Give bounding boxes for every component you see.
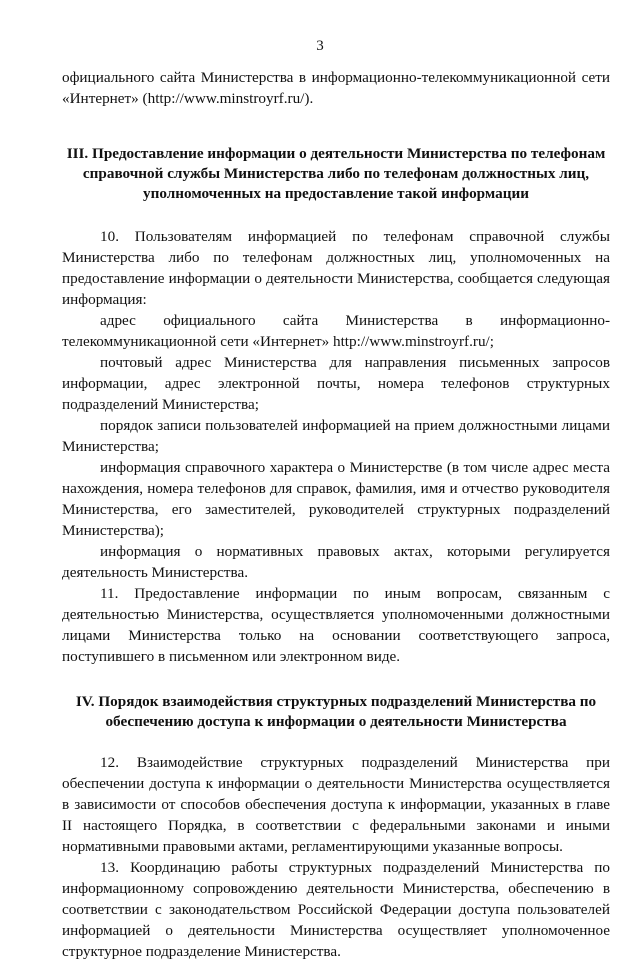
list-item-normative-acts: информация о нормативных правовых актах, которыми регулируется деятельность Министерства. <box>62 543 610 581</box>
paragraph-10: 10. Пользователям информацией по телефонам справочной службы Министерства либо по телефонам должностных лиц, уполномоченных на предоставление информации о деятельности Министерства, сообщается следующая информация: <box>62 228 610 308</box>
paragraph-12: 12. Взаимодействие структурных подразделений Министерства при обеспечении доступа к информации о деятельности Министерства осуществляется в зависимости от способов обеспечения доступа к информации, указанных в главе II настоящего Порядка, в соответствии с федеральными законами и иными нормативными правовыми актами, регламентирующими указанные вопросы. <box>62 754 610 855</box>
section-4-heading: IV. Порядок взаимодействия структурных подразделений Министерства по обеспечению доступа к информации о деятельности Министерства <box>75 693 597 730</box>
page-number: 3 <box>316 38 324 54</box>
intro-paragraph: официального сайта Министерства в информационно-телекоммуникационной сети «Интернет» (http://www.minstroyrf.ru/). <box>62 69 610 107</box>
list-item-reference-info: информация справочного характера о Министерстве (в том числе адрес места нахождения, номера телефонов для справок, фамилия, имя и отчество руководителя Министерства, его заместителей, руководителей структурных подразделений Министерства); <box>62 459 610 539</box>
list-item-postal-address: почтовый адрес Министерства для направления письменных запросов информации, адрес электронной почты, номера телефонов структурных подразделений Министерства; <box>62 354 610 413</box>
paragraph-13: 13. Координацию работы структурных подразделений Министерства по информационному сопровождению деятельности Министерства, обеспечению в соответствии с законодательством Российской Федерации доступа пользователей информацией о деятельности Министерства осуществляет уполномоченное структурное подразделение Министерства. <box>62 859 610 960</box>
document-body <box>62 67 610 962</box>
list-item-appointment-procedure: порядок записи пользователей информацией на прием должностными лицами Министерства; <box>62 417 610 455</box>
section-3-heading: III. Предоставление информации о деятельности Министерства по телефонам справочной службы Министерства либо по телефонам должностных лиц, уполномоченных на предоставление такой информации <box>66 145 606 202</box>
paragraph-11: 11. Предоставление информации по иным вопросам, связанным с деятельностью Министерства, осуществляется уполномоченными должностными лицами Министерства только на основании соответствующего запроса, поступившего в письменном или электронном виде. <box>62 585 610 665</box>
list-item-website: адрес официального сайта Министерства в информационно-телекоммуникационной сети «Интернет» http://www.minstroyrf.ru/; <box>62 312 610 350</box>
